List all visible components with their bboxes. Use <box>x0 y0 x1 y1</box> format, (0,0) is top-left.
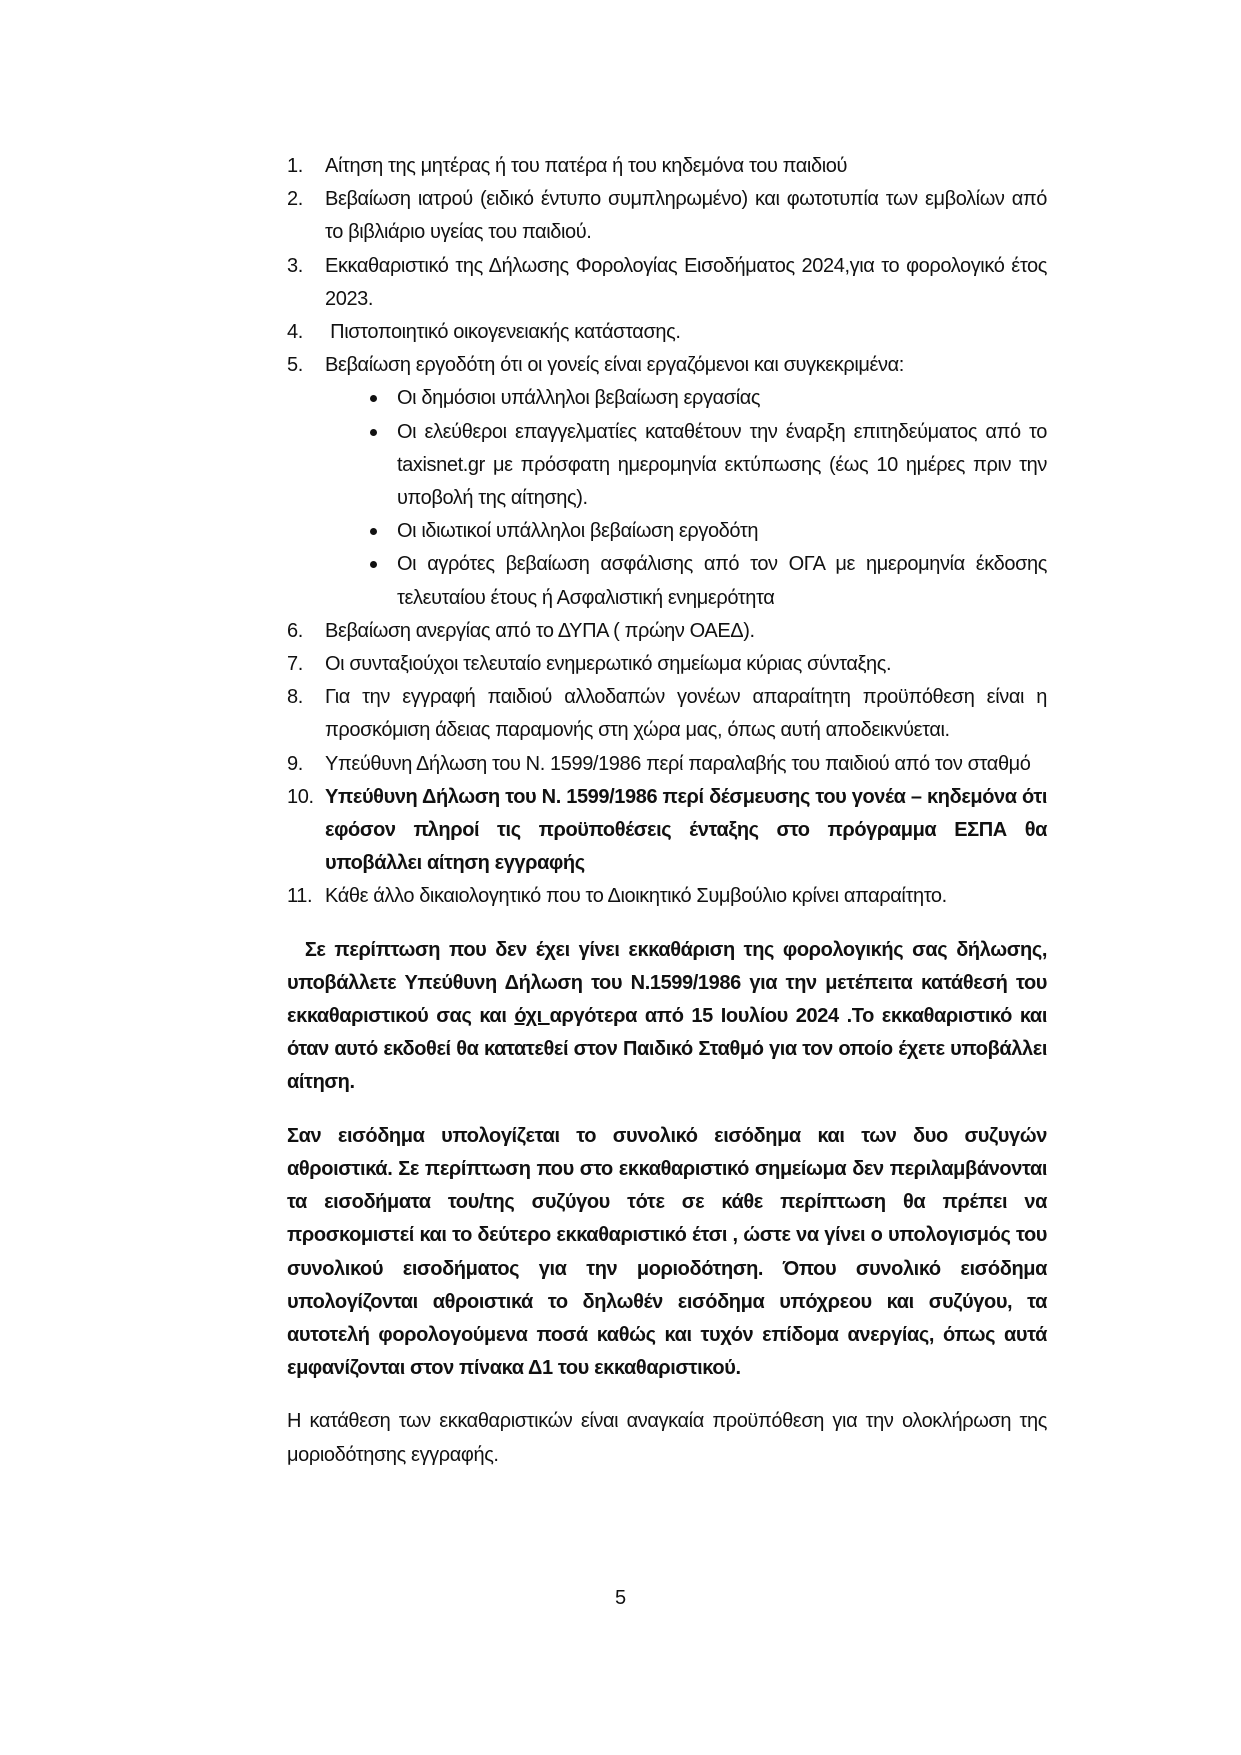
list-item <box>287 183 1047 249</box>
item-text: Βεβαίωση εργοδότη ότι οι γονείς είναι εργαζόμενοι και συγκεκριμένα: <box>325 354 904 377</box>
bullet-text: Οι ιδιωτικοί υπάλληλοι βεβαίωση εργοδότη <box>397 520 759 543</box>
bullet-text: Οι αγρότες βεβαίωση ασφάλισης από τον ΟΓΑ με ημερομηνία έκδοσης τελευταίου έτους ή Ασφαλιστική ενημερότητα <box>397 553 1047 609</box>
item-text: Για την εγγραφή παιδιού αλλοδαπών γονέων απαραίτητη προϋπόθεση είναι η προσκόμιση άδειας παραμονής στη χώρα μας, όπως αυτή αποδεικνύεται. <box>325 686 1047 742</box>
bullet-text: Οι ελεύθεροι επαγγελματίες καταθέτουν την έναρξη επιτηδεύματος από το taxisnet.gr με πρόσφατη ημερομηνία εκτύπωσης (έως 10 ημέρες πριν την υποβολή της αίτησης). <box>397 420 1047 510</box>
item-text: Υπεύθυνη Δήλωση του Ν. 1599/1986 περί παραλαβής του παιδιού από τον σταθμό <box>325 752 1031 775</box>
tax-text-part-2: αργότερα από 15 Ιουλίου 2024 .Το εκκαθαριστικό και όταν αυτό εκδοθεί θα κατατεθεί στον Παιδικό Σταθμό για τον οποίο έχετε υποβάλλει αίτηση. <box>287 1005 1047 1094</box>
employment-bullets <box>287 382 1047 614</box>
list-item <box>287 349 1047 382</box>
item-number: 4. <box>287 321 303 344</box>
list-item <box>287 648 1047 681</box>
item-number: 7. <box>287 653 303 676</box>
item-text: Εκκαθαριστικό της Δήλωσης Φορολογίας Εισοδήματος 2024,για το φορολογικό έτος 2023. <box>325 254 1047 310</box>
income-paragraph: Σαν εισόδημα υπολογίζεται το συνολικό εισόδημα και των δυο συζυγών αθροιστικά. Σε περίπτωση που στο εκκαθαριστικό σημείωμα δεν περιλαμβάνονται τα εισοδήματα του/της συζύγου τότε σε κάθε περίπτωση θα πρέπει να προσκομιστεί και το δεύτερο εκκαθαριστικό έτσι , ώστε να γίνει ο υπολογισμός του συνολικού εισοδήματος για την μοριοδότηση. Όπου συνολικό εισόδημα υπολογίζονται αθροιστικά το δηλωθέν εισόδημα υπόχρεου και συζύγου, τα αυτοτελή φορολογούμενα ποσά καθώς και τυχόν επίδομα ανεργίας, όπως αυτά εμφανίζονται στον πίνακα Δ1 του εκκαθαριστικού. <box>287 1124 1047 1380</box>
requirements-list <box>287 150 1047 382</box>
item-number: 6. <box>287 619 303 642</box>
list-item <box>287 681 1047 747</box>
bullet-icon <box>370 528 377 535</box>
list-item <box>287 880 1047 913</box>
item-text: Οι συνταξιούχοι τελευταίο ενημερωτικό σημείωμα κύριας σύνταξης. <box>325 653 892 676</box>
bullet-item <box>287 416 1047 516</box>
list-item <box>287 615 1047 648</box>
item-number: 2. <box>287 188 303 211</box>
requirements-list-continued <box>287 615 1047 914</box>
tax-clearance-paragraph <box>287 934 1053 1100</box>
final-paragraph: Η κατάθεση των εκκαθαριστικών είναι αναγκαία προϋπόθεση για την ολοκλήρωση της μοριοδότησης εγγραφής. <box>287 1410 1047 1466</box>
item-text: Βεβαίωση ιατρού (ειδικό έντυπο συμπληρωμένο) και φωτοτυπία των εμβολίων από το βιβλιάριο υγείας του παιδιού. <box>325 188 1047 244</box>
list-item <box>287 748 1047 781</box>
item-number: 8. <box>287 686 303 709</box>
item-number: 10. <box>287 785 314 808</box>
item-number: 1. <box>287 155 303 177</box>
item-text: Κάθε άλλο δικαιολογητικό που το Διοικητικό Συμβούλιο κρίνει απαραίτητο. <box>325 885 947 908</box>
item-text: Βεβαίωση ανεργίας από το ΔΥΠΑ ( πρώην ΟΑΕΔ). <box>325 619 755 642</box>
list-item <box>287 781 1047 881</box>
list-item <box>287 250 1047 316</box>
underlined-not: όχι <box>514 1005 550 1028</box>
list-item <box>287 316 1047 349</box>
bullet-item <box>287 548 1047 614</box>
document-page <box>287 150 1053 1472</box>
bullet-text: Οι δημόσιοι υπάλληλοι βεβαίωση εργασίας <box>397 387 761 410</box>
list-item <box>287 150 1047 183</box>
item-text: Πιστοποιητικό οικογενειακής κατάστασης. <box>325 321 681 344</box>
bullet-icon <box>370 395 377 402</box>
item-number: 3. <box>287 254 303 277</box>
item-text: Υπεύθυνη Δήλωση του Ν. 1599/1986 περί δέσμευσης του γονέα – κηδεμόνα ότι εφόσον πληροί τις προϋποθέσεις ένταξης στο πρόγραμμα ΕΣΠΑ θα υποβάλλει αίτηση εγγραφής <box>325 785 1047 875</box>
item-number: 5. <box>287 354 303 377</box>
item-number: 9. <box>287 752 303 775</box>
bullet-icon <box>370 561 377 568</box>
item-text: Αίτηση της μητέρας ή του πατέρα ή του κηδεμόνα του παιδιού <box>325 155 847 177</box>
item-number: 11. <box>287 885 313 908</box>
tax-text-part-1: Σε περίπτωση που δεν έχει γίνει εκκαθάριση της φορολογικής σας δήλωσης, υποβάλλετε Υπεύθυνη Δήλωση του Ν.1599/1986 για την μετέπειτα κατάθεσή του εκκαθαριστικού σας και <box>287 938 1053 1028</box>
page-number: 5 <box>614 1587 627 1609</box>
bullet-icon <box>370 429 377 436</box>
bullet-item <box>287 382 1047 415</box>
bullet-item <box>287 515 1047 548</box>
